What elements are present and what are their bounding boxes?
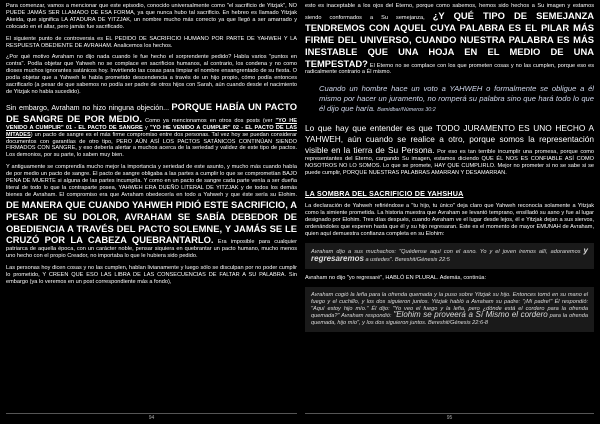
paragraph: [6, 101, 297, 159]
emphasis-text: y regresaremos: [311, 246, 588, 263]
emphasis-text: ¿Y QUÉ TIPO DE SEMEJANZA TENDREMOS CON AQUEL CUYA PALABRA ES EL PILAR MÁS FIRME DEL UNIVERSO, CUANDO NUESTRA PALABRA ES MÁS INESTABLE QUE UNA HOJA EN EL MEDIO DE UNA TEMPESTAD?: [305, 9, 594, 69]
paragraph: Las personas hoy dicen cosas y no las cumplen, hablan livianamente y luego sólo se disculpan por no poder cumplir lo prometido, Y CREEN QUE ESO LAS LIBRA DE LAS CONSECUENCIAS DE FALTAR A SU PALABRA. Sin embargo (ya lo veremos en un post correspondiente más a fondo),: [6, 265, 297, 285]
paragraph: El siguiente punto de controversia es EL PEDIDO DE SACRIFICIO HUMANO POR PARTE DE YAHWEH Y LA RESPUESTA OBEDIENTE DE AVRAHAM. Analicemos los hechos.: [6, 35, 297, 49]
scripture-quote: [319, 84, 594, 115]
emphasis-text: PORQUE HABÍA UN PACTO DE SANGRE DE POR MEDIO.: [6, 100, 297, 124]
paragraph: [6, 164, 297, 260]
right-page-column: [305, 3, 594, 410]
scripture-box: [305, 243, 594, 269]
lead-text: Sin embargo, Avraham no hizo ninguna objeción...: [6, 103, 170, 112]
quote-reference: Bamidbar/Números 30:2: [377, 106, 436, 113]
quote-text: Avraham dijo a sus muchachos: "Quédense aquí con el asno. Yo y el joven iremos allí, adoraremos: [311, 249, 581, 255]
scripture-box: [305, 287, 594, 333]
paragraph: [305, 123, 594, 176]
quote-text: Cuando un hombre hace un voto a YAHWEH o formalmente se obligue a él mismo por hacer un juramento, no romperá su palabra sino que hará todo lo que él dijo que haría.: [319, 84, 594, 113]
emphasis-text: Lo que hay que entender es que TODO JURAMENTO ES UNO HECHO A YAHWEH, aún cuando se realice a otro, porque somos la representación visible en la tierra de Su Persona.: [305, 123, 594, 155]
body-text: Era imposible para cualquier patriarca de aquella época, con un carácter noble, pensar siquiera en quebrantar un pacto humano, mucho menos uno hecho con el propio Creador, no importaba lo que le hubiera sido pedido.: [6, 239, 297, 260]
paragraph: Avraham no dijo "yo regresaré", HABLÓ EN PLURAL. Además, continúa:: [305, 274, 487, 281]
body-text: ) un pacto de sangre es el más firme compromiso entre dos personas. Tal vez hoy se puedan considerar documentos con garantías de otro tipo, PERO AÚN ASÍ LOS PACTOS SATÁNICOS CONTINÚAN SIENDO FIRMADOS CON SANGRE, y eso debería alertar a muchos acerca de la seriedad y validez de este tipo de pactos. Los demonios, por su parte, lo saben muy bien.: [6, 131, 297, 159]
body-text: El Eterno no se complace con los que prometen cosas y no las cumplen, porque eso es radicalmente contrario a Él mismo.: [305, 62, 594, 76]
quote-text: Avraham cogió la leña para la ofrenda quemada y la puso sobre Yitzjak su hijo. Entonces tomó en su mano el fuego y el cuchillo, y los dos siguieron juntos. Yitzjak habló a Avraham su padre: "¡Mi padre!" Él respondió: "Aquí estoy hijo mío." Él dijo: "Yo veo el fuego y la leña, pero ¿dónde está el cordero para la ofrenda quemada?" Avraham respondió:: [311, 291, 588, 320]
paragraph: ¿Por qué motivo Avraham no dijo nada cuando le fue hecho el sorprendente pedido? Había varios "puntos en contra". Podía objetar que Yahweh no se complace en sacrificios humanos, al contrario, los condena y no como dioses muchos ignorantes satánicos hoy. Invirtiendo las cosas para limpiar el nombre ensangrentado de su fiesta. O podía objetar que a Yahweh le había prometido descendencia a través de un hijo propio, cómo podía entonces sacrificarlo (a pesar de que sabemos no podía ser padre de otros hijos con Sarah, aún cuando desde el nacimiento de Yitzjak no había sucedido).: [6, 54, 297, 95]
page-number-left: 94: [6, 413, 297, 422]
body-text: Como ya mencionamos en otros dos posts (ver: [145, 117, 273, 124]
section-heading: LA SOMBRA DEL SACRIFICIO DE YAHSHUA: [305, 188, 464, 198]
post-link-blood-pact[interactable]: "YO HE VENIDO A CUMPLIR" 01 - EL PACTO DE SANGRE: [6, 117, 297, 131]
emphasis-text: "Elohim se proveerá a Sí Mismo el cordero: [393, 310, 548, 320]
body-text: Por eso es tan terrible incumplir una promesa, porque como representantes del Eterno, cargando Su imagen, estamos diciendo QUE ÉL NOS ES CONFIABLE ASÍ COMO NOSOTROS NO LO SOMOS. Lo que se promete, HAY QUE CUMPLIRLO. Mejor no prometer si no se sabe si se puede cumplir, PORQUE NUESTRAS PALABRAS AMARRAN Y DESAMARRAN.: [305, 148, 594, 176]
paragraph: La declaración de Yahweh refiriéndose a "tu hijo, tu único" deja claro que Yahweh reconocía solamente a Yitzjak como la simiente prometida. La historia muestra que Avraham se levantó temprano, ensilladó su asno y fue al lugar designado por Elohim. Tres días después, cuando Avraham ve el lugar desde lejos, él e Yitzjak dejan a sus siervos, ordenándoles que esperen hasta que él y su hijo regresaran. Este es el momento de mayor EMUNAH de Avraham, quien aquí demuestra confianza completa en su Elohim:: [305, 203, 594, 238]
body-text: Y antiguamente se comprendía mucho mejor la importancia y seriedad de este asunto, y mucho más cuando había de por medio un pacto de sangre. El pacto de sangre obligaba a las partes a cumplir lo que se comprometían BAJO PENA DE MUERTE si alguna de las partes incumplía. Y como en un pacto de sangre cada parte venía a ser dueña literal de todo lo que la contraparte posea, YAHWEH ERA DUEÑO LITERAL DE YITZJAK y de todos los demás bienes de Avraham. El compromiso era que Avraham obedecería en todo a Yahweh y que éste sería su Elohim.: [6, 164, 297, 198]
body-text: esto es inaceptable a los ojos del Eterno, porque como sabemos, hemos sido hechos a Su imagen y estamos siendo conformados a Su semejanza,: [305, 3, 594, 21]
quote-text: para la ofrenda quemada, hijo mío", y los dos siguieron juntos. Bereshit/Génesis 22:6-8: [311, 313, 588, 327]
quote-text: a ustedes". Bereshit/Génesis 22:5: [365, 256, 450, 263]
page-number-right: 95: [305, 413, 594, 422]
emphasis-text: DE MANERA QUE CUANDO YAHWEH PIDIÓ ESTE SACRIFICIO, A PESAR DE SU DOLOR, AVRAHAM SE SABÍA DEBEDOR DE OBEDIENCIA A TRAVÉS DEL PACTO SOLEMNE, Y JAMÁS SE LE CRUZÓ POR LA CABEZA QUEBRANTARLO.: [6, 198, 297, 246]
paragraph: [305, 3, 594, 76]
body-text: y: [145, 124, 148, 131]
post-link-halves-pact[interactable]: "YO HE VENIDO A CUMPLIR" 02 - EL PACTO DE LAS MITADES: [6, 124, 297, 138]
paragraph: Para comenzar, vamos a mencionar que este episodio, conocido universalmente como "el sacrificio de Yitzjak", NO PUEDE JAMÁS SER LLAMADO DE ESA FORMA, ya que nunca hubo tal sacrificio. En hebreo es llamado Yitzjak Akeida, que significa LA ATADURA DE YITZJAK, un nombre mucho más correcto ya que llegó a ser amarrado y colocado en el altar, pero jamás fue sacrificado.: [6, 3, 297, 30]
left-page-column: [6, 3, 297, 410]
